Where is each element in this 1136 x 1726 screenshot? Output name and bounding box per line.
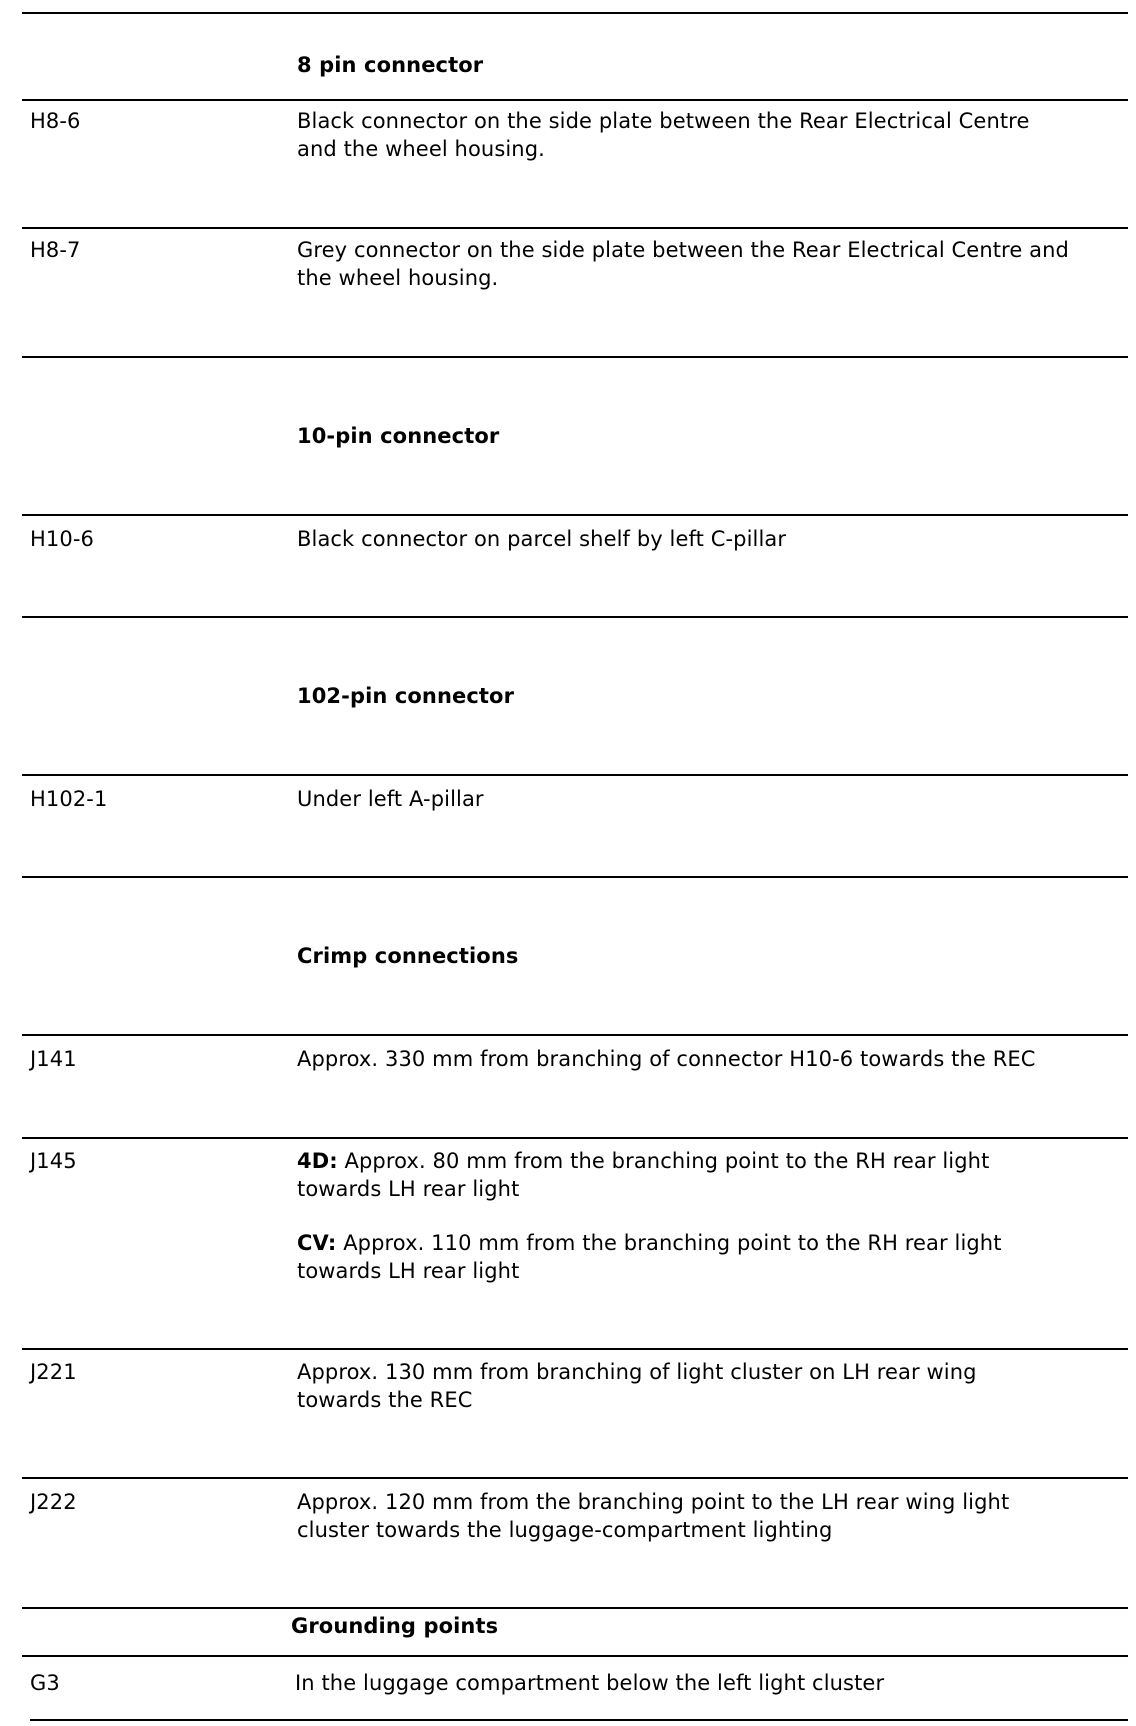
section-heading-8-pin: 8 pin connector <box>297 53 484 77</box>
row-description: the wheel housing. <box>297 266 499 290</box>
row-code: H102-1 <box>30 787 108 811</box>
row-code: J222 <box>30 1490 77 1514</box>
row-description: towards LH rear light <box>297 1259 520 1283</box>
table-rule <box>30 1719 1128 1721</box>
row-description: Grey connector on the side plate between the Rear Electrical Centre and <box>297 238 1069 262</box>
section-heading-crimp: Crimp connections <box>297 944 519 968</box>
table-rule <box>22 1348 1128 1350</box>
row-description <box>297 1148 989 1175</box>
section-heading-102-pin: 102-pin connector <box>297 684 515 708</box>
row-description: and the wheel housing. <box>297 137 545 161</box>
table-rule <box>22 1655 1128 1657</box>
table-rule <box>22 99 1128 101</box>
table-rule <box>22 356 1128 358</box>
row-code: H10-6 <box>30 527 94 551</box>
table-rule <box>22 1477 1128 1479</box>
table-rule <box>22 12 1128 14</box>
row-code: J141 <box>30 1047 77 1071</box>
row-description: In the luggage compartment below the left light cluster <box>295 1671 885 1695</box>
row-description: cluster towards the luggage-compartment lighting <box>297 1518 833 1542</box>
row-description: Approx. 130 mm from branching of light cluster on LH rear wing <box>297 1360 977 1384</box>
row-code: H8-7 <box>30 238 81 262</box>
row-description: Under left A-pillar <box>297 787 484 811</box>
table-rule <box>22 514 1128 516</box>
row-code: J145 <box>30 1149 77 1173</box>
table-rule <box>22 876 1128 878</box>
row-description: Black connector on parcel shelf by left C-pillar <box>297 527 787 551</box>
row-description: Black connector on the side plate between the Rear Electrical Centre <box>297 109 1030 133</box>
table-rule <box>22 774 1128 776</box>
row-description: towards the REC <box>297 1388 473 1412</box>
table-rule <box>22 1034 1128 1036</box>
table-rule <box>22 227 1128 229</box>
variant-text: Approx. 110 mm from the branching point to the RH rear light <box>336 1231 1002 1255</box>
row-description <box>297 1230 1002 1257</box>
variant-label-4d: 4D: <box>297 1149 338 1173</box>
row-description: towards LH rear light <box>297 1177 520 1201</box>
table-rule <box>22 616 1128 618</box>
row-description: Approx. 120 mm from the branching point to the LH rear wing light <box>297 1490 1010 1514</box>
row-code: J221 <box>30 1360 77 1384</box>
section-heading-10-pin: 10-pin connector <box>297 424 500 448</box>
section-heading-grounding: Grounding points <box>291 1614 499 1638</box>
table-rule <box>22 1607 1128 1609</box>
variant-label-cv: CV: <box>297 1231 337 1255</box>
row-code: G3 <box>30 1671 60 1695</box>
table-rule <box>22 1137 1128 1139</box>
row-description: Approx. 330 mm from branching of connector H10-6 towards the REC <box>297 1047 1036 1071</box>
variant-text: Approx. 80 mm from the branching point to the RH rear light <box>337 1149 990 1173</box>
row-code: H8-6 <box>30 109 81 133</box>
